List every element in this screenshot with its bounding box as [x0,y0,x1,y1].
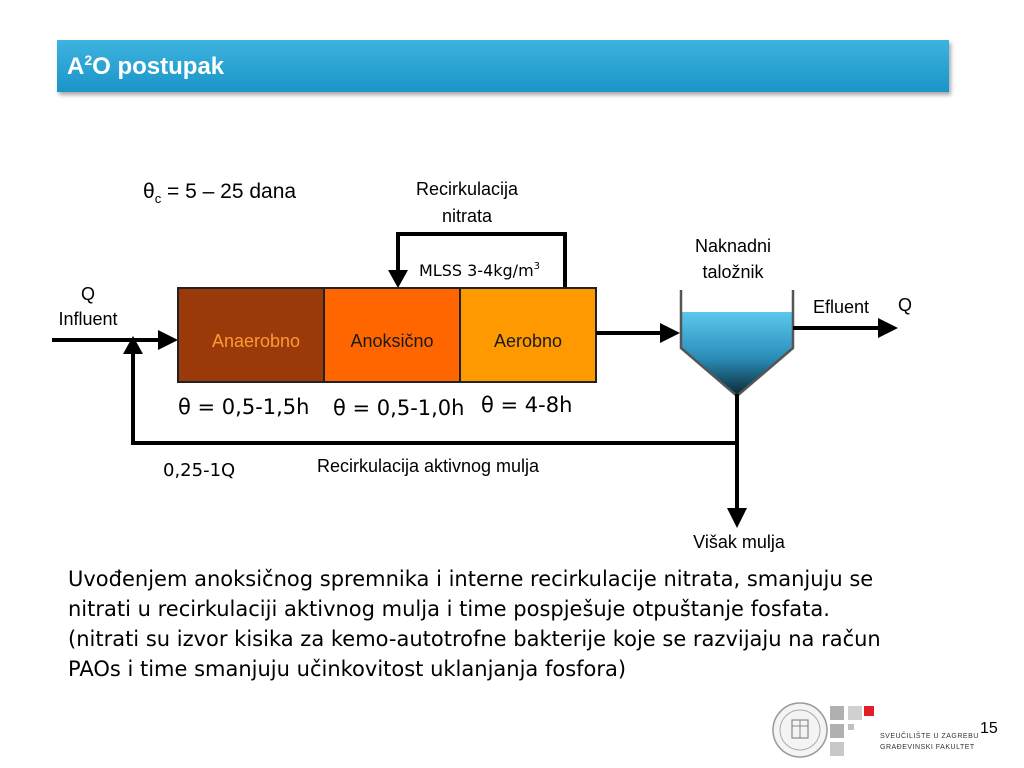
faculty-line-1: SVEUČILIŠTE U ZAGREBU [880,733,979,740]
influent-label: Influent [58,309,118,329]
clarifier-label-1: Naknadni [694,236,772,256]
sludge-recirculation-label: Recirkulacija aktivnog mulja [316,456,540,476]
clarifier-body [681,312,793,396]
page-number: 15 [980,720,998,737]
hrt-anoxic: θ = 0,5-1,0h [333,396,465,420]
sludge-recirculation-ratio: 0,25-1Q [163,460,236,481]
university-seal-icon [773,703,827,757]
theta-c-label: $\theta_c = 5 - 25$ dana [143,180,297,206]
tank-to-clarifier-arrowhead [660,323,680,343]
tank-aerobic-label: Aerobno [493,331,563,351]
influent-arrowhead [158,330,178,350]
effluent-q-label: Q [898,295,913,315]
clarifier-label-2: taložnik [702,262,764,282]
hrt-aerobic: θ = 4-8h [481,393,573,417]
hrt-anaerobic: θ = 0,5-1,5h [178,395,310,419]
tank-anaerobic-label: Anaerobno [211,331,301,351]
body-paragraph-2: (nitrati su izvor kisika za kemo-autotrofne bakterije koje se razvijaju na račun PAOs i time smanjuju učinkovitost uklanjanja fosfora) [68,627,881,681]
body-text [68,564,938,684]
body-paragraph-1: Uvođenjem anoksičnog spremnika i interne recirkulacije nitrata, smanjuju se nitrati u recirkulaciji aktivnog mulja i time pospješuje otpuštanje fosfata. [68,567,874,621]
nitrate-recirculation-arrowhead [388,270,408,288]
tank-anoxic-label: Anoksično [350,331,434,351]
footer-logos [770,700,880,762]
influent-q-label: Q [80,284,96,304]
effluent-arrowhead [878,318,898,338]
faculty-name [880,731,979,753]
mlss-label: MLSS $3-4kg/m^3$ [419,261,541,280]
nitrate-recirculation-label-2: nitrata [441,206,493,226]
excess-sludge-arrowhead [727,508,747,528]
excess-sludge-label: Višak mulja [693,532,785,552]
slide-title: $A^2O$ postupak [67,52,225,80]
faculty-logo-icon [830,706,874,756]
nitrate-recirculation-label-1: Recirkulacija [415,179,519,199]
effluent-label: Efluent [813,297,870,317]
faculty-line-2: GRAĐEVINSKI FAKULTET [880,744,975,751]
